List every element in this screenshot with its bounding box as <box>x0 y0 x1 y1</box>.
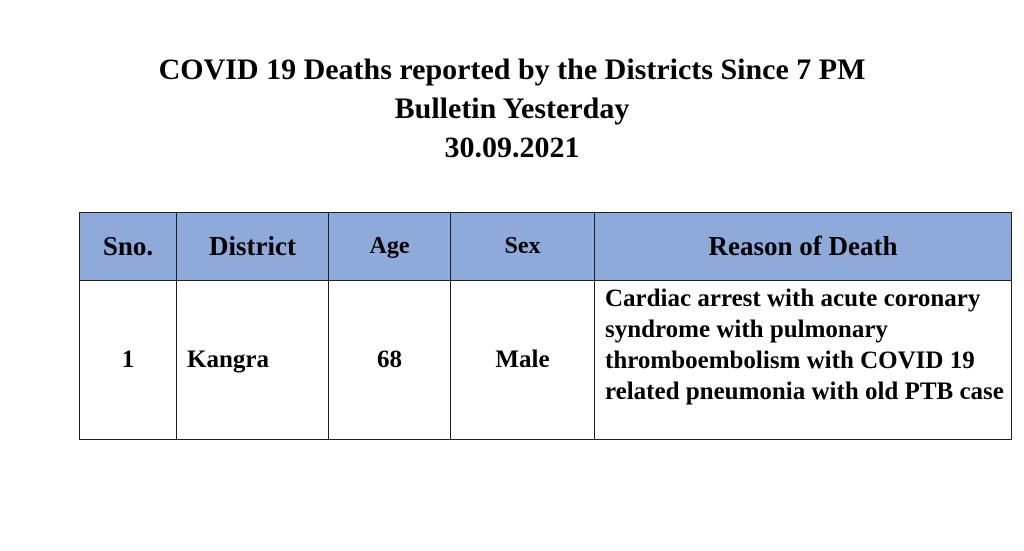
cell-sex: Male <box>451 281 595 440</box>
table-row <box>80 281 1012 440</box>
deaths-table <box>79 212 1012 440</box>
header-sex: Sex <box>451 213 595 281</box>
header-sno: Sno. <box>80 213 177 281</box>
title-line-2: Bulletin Yesterday <box>394 92 630 125</box>
cell-sno: 1 <box>80 281 177 440</box>
header-row <box>80 213 1012 281</box>
cell-district: Kangra <box>177 281 329 440</box>
header-age: Age <box>329 213 451 281</box>
header-district: District <box>177 213 329 281</box>
title-line-1: COVID 19 Deaths reported by the Districts Since 7 PM <box>158 53 866 86</box>
table-header <box>80 213 1012 281</box>
bulletin-title <box>0 50 1024 167</box>
cell-age: 68 <box>329 281 451 440</box>
header-reason: Reason of Death <box>595 213 1012 281</box>
table-body <box>80 281 1012 440</box>
cell-reason: Cardiac arrest with acute coronary syndrome with pulmonary thromboembolism with COVID 19 related pneumonia with old PTB case <box>595 281 1012 440</box>
title-date: 30.09.2021 <box>444 131 580 164</box>
